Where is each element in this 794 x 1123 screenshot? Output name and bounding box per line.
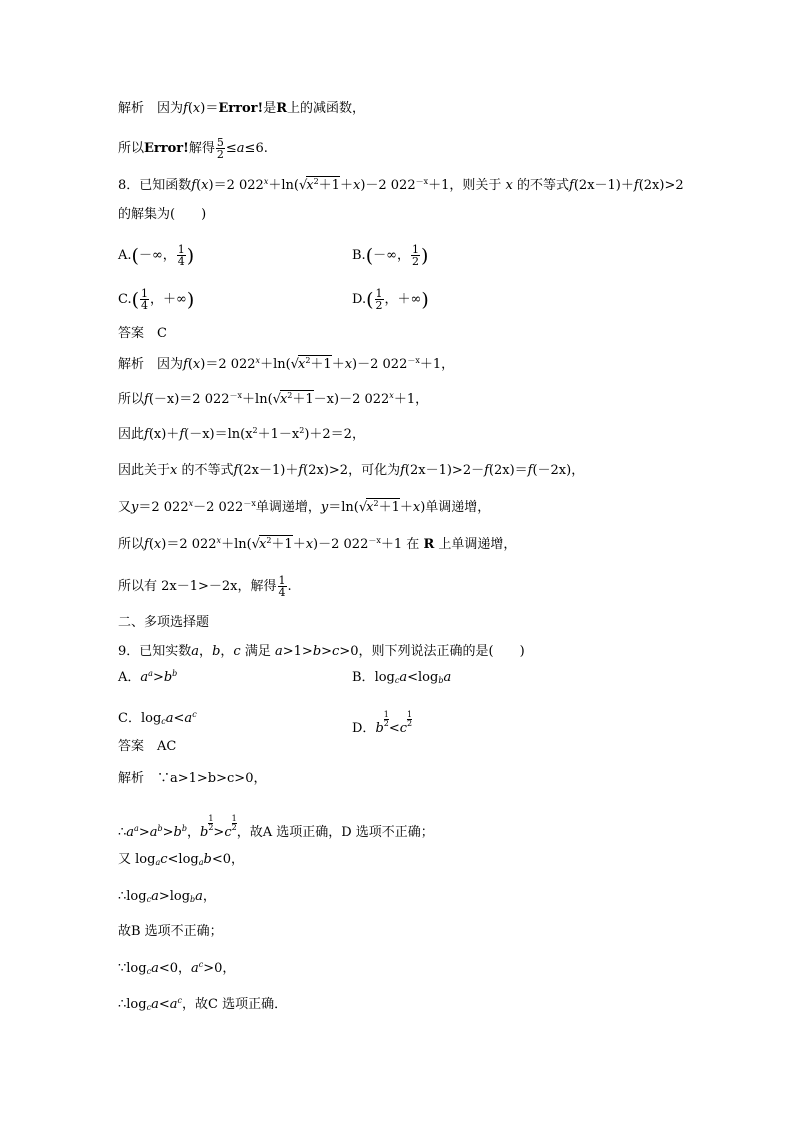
solution-9-line-1: 解析 ∵a>1>b>c>0， bbox=[118, 771, 267, 786]
option-8-D: D.( $\frac{1}{2}$ ，＋∞) bbox=[352, 287, 429, 312]
solution-8-line-2: 所以f(－x)＝2 $022^{-x}+\ln(√x^2+1-x)-2$ $022^x+1$， bbox=[118, 391, 429, 407]
option-8-C: C.( $\frac{1}{4}$ ，＋∞) bbox=[118, 287, 195, 312]
answer-8: 答案 C bbox=[118, 326, 167, 341]
solution-8-line-6: 所以f(x)＝2 $022^x+\ln(√x^2+1+x)-2$ $022^{-x}+1$ 在 R 上单调递增， bbox=[118, 536, 517, 552]
analysis-line-2: 所以Error!解得 $\frac{5}{2}$ ≤a≤6. bbox=[118, 136, 268, 161]
solution-8-line-7: 所以有 2x－1>－2x，解得 $\frac{1}{4}$ . bbox=[118, 574, 292, 599]
analysis-line-1: 解析 因为f(x)＝Error!是R上的减函数， bbox=[118, 101, 366, 116]
option-9-D: D．b $\frac{1}{2}$ <c $\frac{1}{2}$ bbox=[352, 710, 413, 736]
section-heading: 二、多项选择题 bbox=[118, 615, 210, 630]
solution-9-line-3: 又 $\log_ac<\log_ab<0$， bbox=[118, 852, 244, 867]
solution-9-line-5: 故B 选项不正确； bbox=[118, 924, 223, 939]
option-8-A: A.(－∞， $\frac{1}{4}$ ) bbox=[118, 243, 195, 268]
option-9-C: C．$\log_ca<a^c$ bbox=[118, 710, 197, 726]
option-8-B: B.(－∞， $\frac{1}{2}$ ) bbox=[352, 243, 429, 268]
error-marker: Error! bbox=[144, 141, 189, 156]
answer-9: 答案 AC bbox=[118, 739, 177, 754]
sqrt-sign: √ bbox=[298, 178, 308, 193]
option-9-B: B．$\log_ca<\log_ba$ bbox=[352, 670, 452, 685]
solution-9-line-2: $\therefore a^a>a^b>b^b$，b $\frac{1}{2}$ >c $\frac{1}{2}$ ，故A 选项正确，D 选项不正确； bbox=[118, 814, 434, 840]
question-9: 9．已知实数a，b，c 满足 a>1>b>c>0，则下列说法正确的是( ) bbox=[118, 644, 525, 659]
option-9-A: A．$a^a>b^b$ bbox=[118, 669, 178, 685]
solution-8-line-4: 因此关于x 的不等式f(2x－1)＋f(2x)>2，可化为f(2x－1)>2－f(2x)＝f(－2x)， bbox=[118, 463, 585, 478]
solution-8-line-3: 因此$f(x)+f(-x)=\ln(x^2+1-x^2)+2=2$， bbox=[118, 426, 365, 442]
solution-9-line-6: $\because\log_ca<0$，$a^c>0$， bbox=[118, 960, 236, 976]
solution-8-line-5: 又y＝2 $022^x-2$ $022^{-x}$单调递增，$y=\ln(√x^2+1+x)$单调递增， bbox=[118, 499, 491, 515]
solution-9-line-7: $\therefore\log_ca<a^c$，故C 选项正确． bbox=[118, 996, 288, 1012]
question-8: 8．已知函数f(x)＝2 $022^x+\ln(√x^2+1+x)-2$ $022^{-x}+1$，则关于 x 的不等式f(2x－1)＋f(2x)>2 bbox=[118, 177, 684, 193]
error-marker: Error! bbox=[218, 101, 264, 116]
solution-8-line-1: 解析 因为f(x)＝2 $022^x+\ln(√x^2+1+x)-2$ $022^{-x}+1$， bbox=[118, 356, 455, 372]
question-8-cont: 的解集为( ) bbox=[118, 207, 207, 222]
fraction-5-2: $\frac{5}{2}$ bbox=[216, 136, 224, 161]
solution-9-line-4: $\therefore\log_ca>\log_ba$， bbox=[118, 889, 216, 904]
sqrt-radicand: $x^2+1$ bbox=[306, 177, 340, 193]
